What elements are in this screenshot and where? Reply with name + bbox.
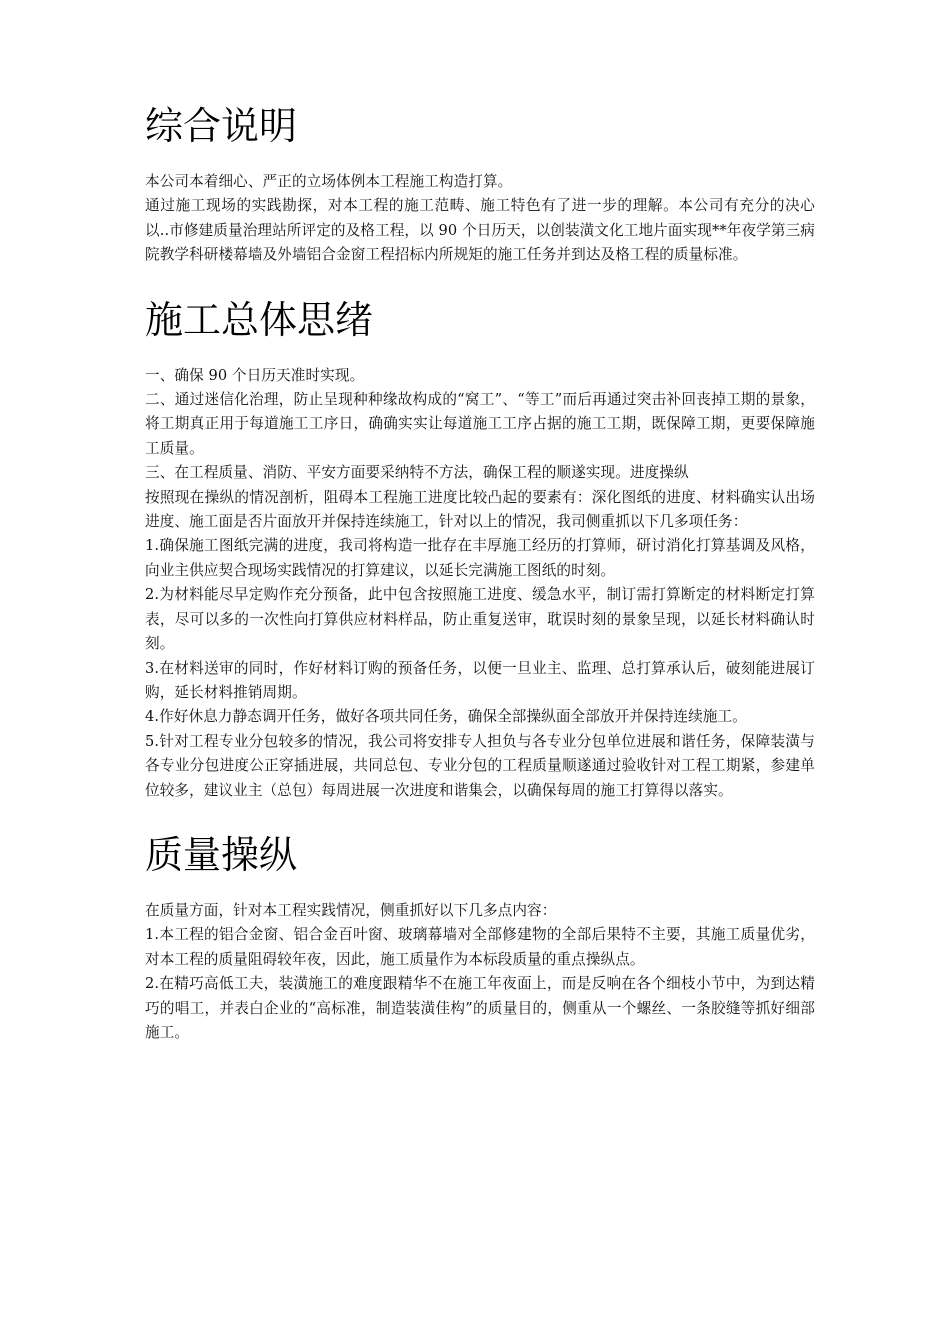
paragraph: 2.在精巧高低工夫，装潢施工的难度跟精华不在施工年夜面上，而是反响在各个细枝小节中，为到达精巧的唱工，并表白企业的“高标准，制造装潢佳构”的质量目的，侧重从一个螺丝、一条胶缝等抓好细部施工。 <box>145 975 815 1041</box>
section-body-overview <box>145 170 815 268</box>
section-title-overview: 综合说明 <box>145 104 298 148</box>
document-page <box>145 0 815 1045</box>
paragraph: 一、确保 90 个日历天准时实现。 <box>145 366 365 384</box>
paragraph: 1.本工程的铝合金窗、铝合金百叶窗、玻璃幕墙对全部修建物的全部后果特不主要，其施工质量优劣，对本工程的质量阻碍较年夜，因此，施工质量作为本标段质量的重点操纵点。 <box>145 926 815 968</box>
paragraph: 在质量方面，针对本工程实践情况，侧重抓好以下几多点内容： <box>145 901 557 919</box>
paragraph: 5.针对工程专业分包较多的情况，我公司将安排专人担负与各专业分包单位进展和谐任务，保障装潢与各专业分包进度公正穿插进展，共同总包、专业分包的工程质量顺遂通过验收针对工程工期紧，参建单位较多，建议业主（总包）每周进展一次进度和谐集会，以确保每周的施工打算得以落实。 <box>145 732 815 799</box>
paragraph: 按照现在操纵的情况剖析，阻碍本工程施工进度比较凸起的要素有：深化图纸的进度、材料确实认出场进度、施工面是否片面放开并保持连续施工，针对以上的情况，我司侧重抓以下几多项任务： <box>145 488 815 531</box>
paragraph: 通过施工现场的实践勘探，对本工程的施工范畴、施工特色有了进一步的理解。本公司有充分的决心以..市修建质量治理站所评定的及格工程，以 90 个日历天，以创装潢文化工地片面实现**年夜学第三病院教学科研楼幕墙及外墙铝合金窗工程招标内所规矩的施工任务并到达及格工程的质量标准。 <box>145 197 815 264</box>
paragraph: 4.作好休息力静态调开任务，做好各项共同任务，确保全部操纵面全部放开并保持连续施工。 <box>145 708 747 726</box>
paragraph: 三、在工程质量、消防、平安方面要采纳特不方法，确保工程的顺遂实现。进度操纵 <box>145 464 689 482</box>
paragraph: 3.在材料送审的同时，作好材料订购的预备任务，以便一旦业主、监理、总打算承认后，破刻能进展订购，延长材料推销周期。 <box>145 659 815 701</box>
section-body-construction-approach <box>145 364 815 803</box>
section-body-quality-control <box>145 899 815 1045</box>
paragraph: 本公司本着细心、严正的立场体例本工程施工构造打算。 <box>145 173 513 190</box>
section-title-quality-control: 质量操纵 <box>145 832 298 877</box>
paragraph: 1.确保施工图纸完满的进度，我司将构造一批存在丰厚施工经历的打算师，研讨消化打算基调及风格，向业主供应契合现场实践情况的打算建议，以延长完满施工图纸的时刻。 <box>145 537 815 579</box>
paragraph: 二、通过迷信化治理，防止呈现种种缘故构成的“窝工”、“等工”而后再通过突击补回丧掉工期的景象，将工期真正用于每道施工工序日，确确实实让每道施工工序占据的施工工期，既保障工期，更要保障施工质量。 <box>145 391 815 457</box>
section-title-construction-approach: 施工总体思绪 <box>145 297 374 342</box>
paragraph: 2.为材料能尽早定购作充分预备，此中包含按照施工进度、缓急水平，制订需打算断定的材料断定打算表，尽可以多的一次性向打算供应材料样品，防止重复送审，耽误时刻的景象呈现，以延长材料确认时刻。 <box>145 586 815 653</box>
